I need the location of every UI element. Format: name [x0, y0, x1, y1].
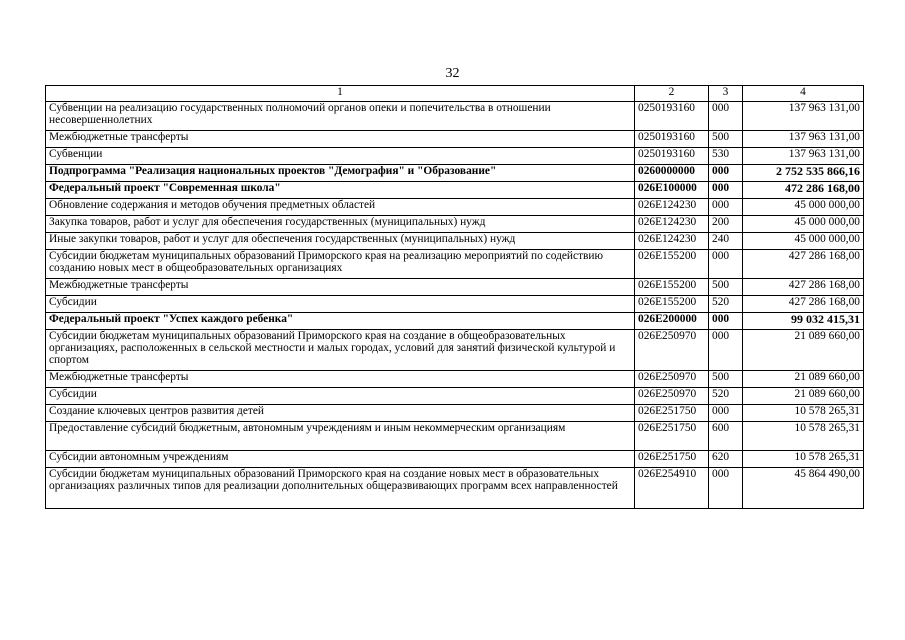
row-amount-cell: 21 089 660,00: [743, 371, 864, 388]
row-name-cell: Иные закупки товаров, работ и услуг для обеспечения государственных (муниципальных) нужд: [46, 233, 635, 250]
table-row: [46, 388, 864, 405]
row-name-cell: Федеральный проект "Успех каждого ребенка": [46, 313, 635, 330]
row-type-cell: 240: [709, 233, 743, 250]
row-amount-cell: 99 032 415,31: [743, 313, 864, 330]
row-code-cell: 026E155200: [635, 279, 709, 296]
row-code-cell: 026E250970: [635, 388, 709, 405]
row-type-cell: 000: [709, 199, 743, 216]
table-body: [46, 102, 864, 509]
row-code-cell: 026E250970: [635, 371, 709, 388]
row-amount-cell: 45 864 490,00: [743, 468, 864, 509]
table-row: [46, 279, 864, 296]
row-name-cell: Субсидии бюджетам муниципальных образований Приморского края на создание в общеобразовательных организациях, расположенных в сельской местности и малых городах, условий для занятий физической культурой и спортом: [46, 330, 635, 371]
table-row: [46, 148, 864, 165]
row-amount-cell: 45 000 000,00: [743, 216, 864, 233]
table-row: [46, 422, 864, 451]
row-type-cell: 620: [709, 451, 743, 468]
table-row-section: [46, 182, 864, 199]
row-code-cell: 026E251750: [635, 422, 709, 451]
row-amount-cell: 10 578 265,31: [743, 405, 864, 422]
row-type-cell: 520: [709, 296, 743, 313]
table-row: [46, 250, 864, 279]
table-row: [46, 451, 864, 468]
row-name-cell: Межбюджетные трансферты: [46, 279, 635, 296]
row-amount-cell: 10 578 265,31: [743, 451, 864, 468]
row-code-cell: 026E124230: [635, 233, 709, 250]
header-amount-column: 4: [743, 86, 864, 102]
row-type-cell: 500: [709, 371, 743, 388]
row-name-cell: Федеральный проект "Современная школа": [46, 182, 635, 199]
row-type-cell: 000: [709, 250, 743, 279]
row-amount-cell: 45 000 000,00: [743, 233, 864, 250]
row-name-cell: Субсидии бюджетам муниципальных образований Приморского края на реализацию мероприятий по содействию созданию новых мест в общеобразовательных организациях: [46, 250, 635, 279]
row-code-cell: 026E124230: [635, 199, 709, 216]
header-type-column: 3: [709, 86, 743, 102]
row-type-cell: 200: [709, 216, 743, 233]
row-name-cell: Субсидии: [46, 388, 635, 405]
row-name-cell: Субсидии: [46, 296, 635, 313]
row-name-cell: Межбюджетные трансферты: [46, 131, 635, 148]
row-type-cell: 530: [709, 148, 743, 165]
table-row: [46, 371, 864, 388]
row-amount-cell: 427 286 168,00: [743, 296, 864, 313]
row-amount-cell: 137 963 131,00: [743, 102, 864, 131]
table-row-section: [46, 313, 864, 330]
row-name-cell: Создание ключевых центров развития детей: [46, 405, 635, 422]
row-type-cell: 000: [709, 405, 743, 422]
table-row: [46, 405, 864, 422]
page-number: 32: [445, 66, 460, 81]
row-code-cell: 0250193160: [635, 131, 709, 148]
row-code-cell: 026E251750: [635, 451, 709, 468]
row-amount-cell: 21 089 660,00: [743, 388, 864, 405]
row-amount-cell: 45 000 000,00: [743, 199, 864, 216]
row-code-cell: 026E251750: [635, 405, 709, 422]
row-code-cell: 026E155200: [635, 250, 709, 279]
row-name-cell: Обновление содержания и методов обучения предметных областей: [46, 199, 635, 216]
row-type-cell: 520: [709, 388, 743, 405]
budget-table: [45, 85, 864, 509]
row-amount-cell: 10 578 265,31: [743, 422, 864, 451]
row-code-cell: 026E250970: [635, 330, 709, 371]
row-type-cell: 600: [709, 422, 743, 451]
row-amount-cell: 427 286 168,00: [743, 250, 864, 279]
table-row: [46, 102, 864, 131]
row-code-cell: 0260000000: [635, 165, 709, 182]
table-row: [46, 468, 864, 509]
table-row: [46, 199, 864, 216]
row-amount-cell: 21 089 660,00: [743, 330, 864, 371]
row-amount-cell: 427 286 168,00: [743, 279, 864, 296]
row-name-cell: Межбюджетные трансферты: [46, 371, 635, 388]
table-row: [46, 233, 864, 250]
row-name-cell: Субвенции: [46, 148, 635, 165]
row-name-cell: Предоставление субсидий бюджетным, автономным учреждениям и иным некоммерческим организациям: [46, 422, 635, 451]
row-amount-cell: 137 963 131,00: [743, 148, 864, 165]
table-row: [46, 330, 864, 371]
row-type-cell: 000: [709, 102, 743, 131]
row-type-cell: 000: [709, 182, 743, 199]
row-amount-cell: 472 286 168,00: [743, 182, 864, 199]
row-code-cell: 026E124230: [635, 216, 709, 233]
row-amount-cell: 137 963 131,00: [743, 131, 864, 148]
row-type-cell: 000: [709, 468, 743, 509]
row-code-cell: 0250193160: [635, 102, 709, 131]
row-amount-cell: 2 752 535 866,16: [743, 165, 864, 182]
row-name-cell: Субсидии автономным учреждениям: [46, 451, 635, 468]
row-code-cell: 026E100000: [635, 182, 709, 199]
header-row: [46, 86, 864, 102]
row-type-cell: 500: [709, 279, 743, 296]
row-type-cell: 000: [709, 330, 743, 371]
row-code-cell: 0250193160: [635, 148, 709, 165]
row-type-cell: 000: [709, 313, 743, 330]
table-row: [46, 216, 864, 233]
row-code-cell: 026E254910: [635, 468, 709, 509]
row-type-cell: 500: [709, 131, 743, 148]
row-name-cell: Подпрограмма "Реализация национальных проектов "Демография" и "Образование": [46, 165, 635, 182]
row-name-cell: Субвенции на реализацию государственных полномочий органов опеки и попечительства в отношении несовершеннолетних: [46, 102, 635, 131]
table-row: [46, 296, 864, 313]
table-row: [46, 131, 864, 148]
header-code-column: 2: [635, 86, 709, 102]
row-code-cell: 026E155200: [635, 296, 709, 313]
row-type-cell: 000: [709, 165, 743, 182]
row-name-cell: Субсидии бюджетам муниципальных образований Приморского края на создание новых мест в образовательных организациях различных типов для реализации дополнительных общеразвивающих программ всех направленностей: [46, 468, 635, 509]
table-header: [46, 86, 864, 102]
table-row-section: [46, 165, 864, 182]
row-name-cell: Закупка товаров, работ и услуг для обеспечения государственных (муниципальных) нужд: [46, 216, 635, 233]
header-name-column: 1: [46, 86, 635, 102]
row-code-cell: 026E200000: [635, 313, 709, 330]
